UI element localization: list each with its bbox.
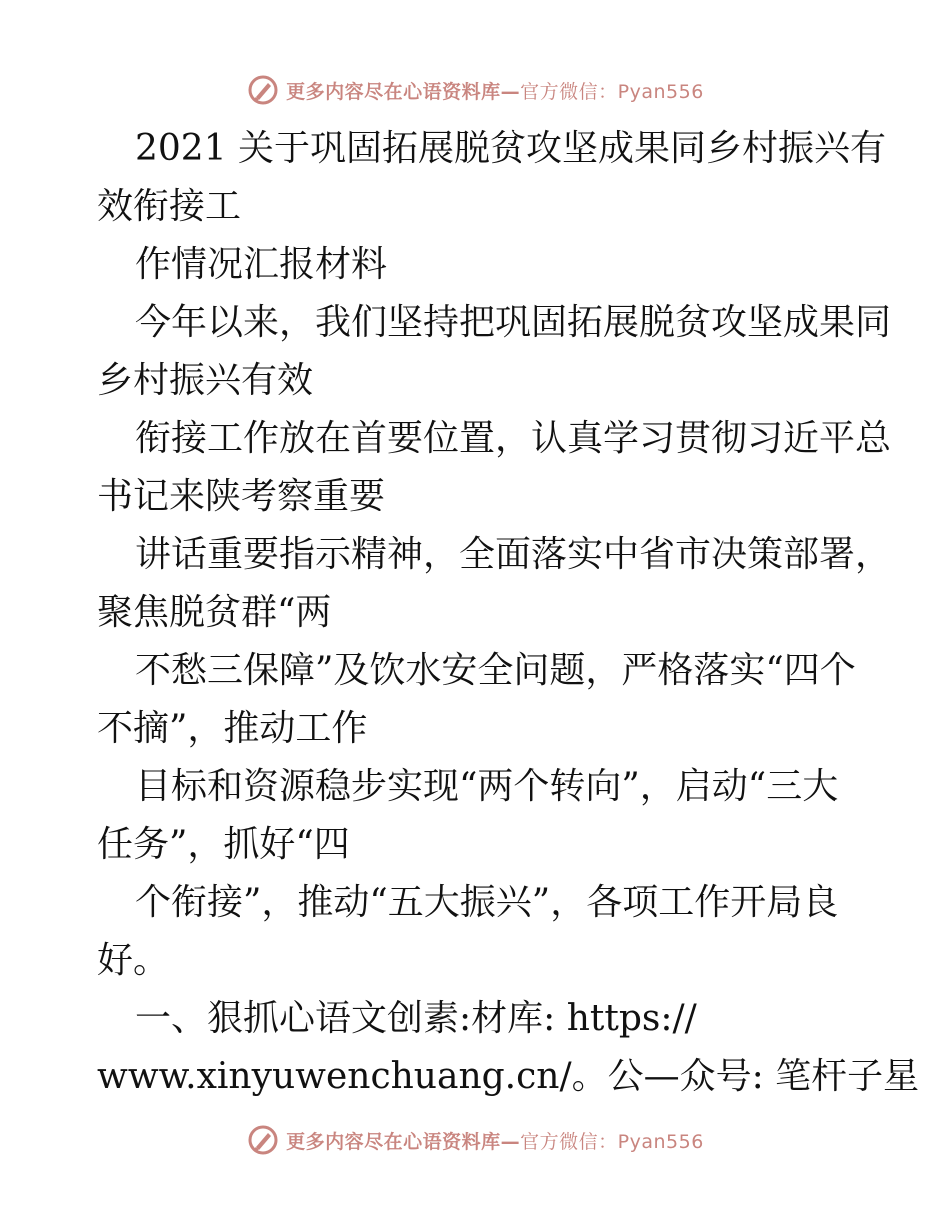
header-watermark — [0, 70, 950, 110]
url-line: www.xinyuwenchuang.cn/。公—众号: 笔杆子星 — [97, 1056, 920, 1097]
text-line: 衔接工作放在首要位置，认真学习贯彻习近平总 — [135, 418, 892, 459]
text-line: 乡村振兴有效 — [97, 360, 314, 401]
text-line: 讲话重要指示精神，全面落实中省市决策部署， — [135, 534, 892, 575]
text-line: 书记来陕考察重要 — [97, 476, 386, 517]
title-line-1: 2021 关于巩固拓展脱贫攻坚成果同乡村振兴有 — [135, 128, 887, 169]
text-line: 不愁三保障”及饮水安全问题，严格落实“四个 — [135, 650, 856, 691]
text-line: 好。 — [97, 940, 170, 981]
title-line-3: 作情况汇报材料 — [135, 244, 388, 285]
text-line: 今年以来，我们坚持把巩固拓展脱贫攻坚成果同 — [135, 302, 892, 343]
pen-nib-logo-icon — [246, 1123, 280, 1157]
title-line-2: 效衔接工 — [97, 186, 242, 227]
watermark-text: 更多内容尽在心语资料库—官方微信：Pyan556 — [286, 80, 704, 103]
text-line: 目标和资源稳步实现“两个转向”，启动“三大 — [135, 766, 839, 807]
text-line: 聚焦脱贫群“两 — [97, 592, 332, 633]
footer-watermark — [0, 1120, 950, 1160]
text-line: 不摘”，推动工作 — [97, 708, 368, 749]
watermark-text: 更多内容尽在心语资料库—官方微信：Pyan556 — [286, 1130, 704, 1153]
text-line: 个衔接”，推动“五大振兴”，各项工作开局良 — [135, 882, 839, 923]
pen-nib-logo-icon — [246, 73, 280, 107]
document-body — [97, 120, 920, 1106]
section-heading-line: 一、狠抓心语文创素:材库: https:// — [135, 998, 697, 1039]
text-line: 任务”，抓好“四 — [97, 824, 350, 865]
